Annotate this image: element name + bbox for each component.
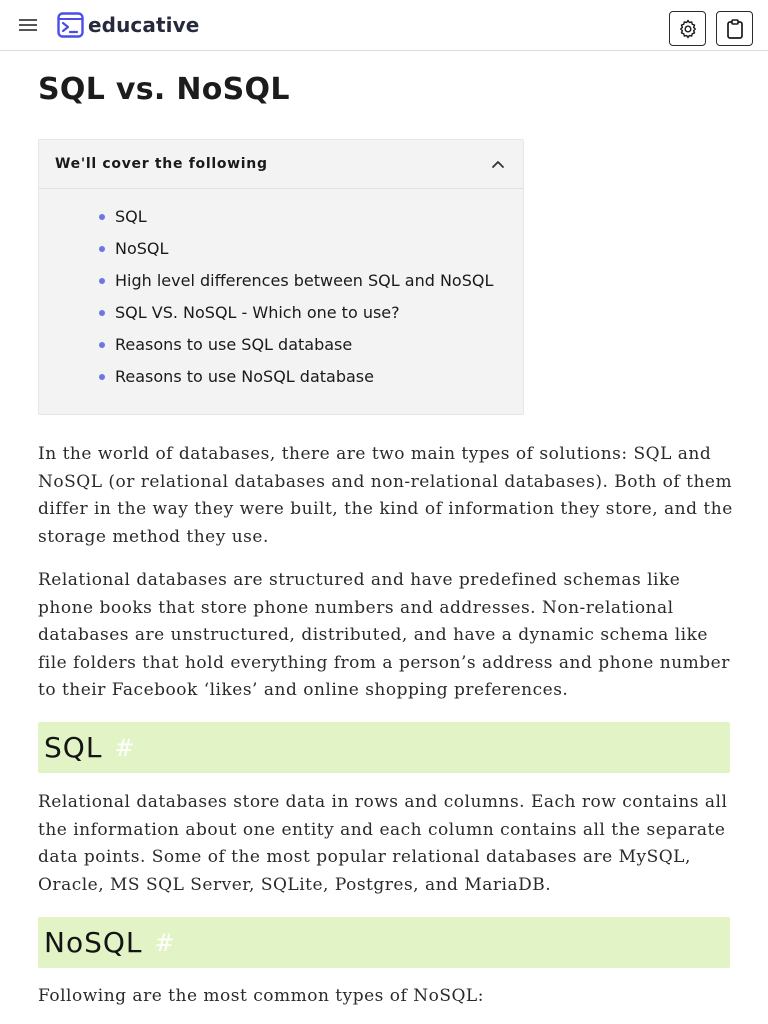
terminal-logo-icon [57,12,84,38]
anchor-link[interactable]: # [154,928,175,957]
toc-toggle[interactable] [39,140,523,189]
toc-item[interactable]: SQL VS. NoSQL - Which one to use? [115,299,523,331]
section-title: SQL [44,731,103,764]
toc-heading: We'll cover the following [55,156,268,172]
section-paragraph: Following are the most common types of NoSQL: [38,986,484,1006]
gear-icon [678,19,698,39]
toc-item[interactable]: Reasons to use NoSQL database [115,363,523,395]
intro-paragraph: Relational databases are structured and have predefined schemas like phone books that store phone numbers and addresses. Non-relational databases are unstructured, distributed, and have a dynamic schema like file folders that hold everything from a person’s address and phone number to their Facebook ‘likes’ and online shopping preferences. [38,570,730,700]
anchor-link[interactable]: # [114,733,135,762]
educative-logo[interactable] [57,12,199,38]
section-title: NoSQL [44,926,143,959]
toc-item[interactable]: SQL [115,203,523,235]
section-paragraph: Relational databases store data in rows and columns. Each row contains all the information about one entity and each column contains all the separate data points. Some of the most popular relational databases are MySQL, Oracle, MS SQL Server, SQLite, Postgres, and MariaDB. [38,792,728,895]
clipboard-icon [726,19,744,39]
toc-list [39,189,523,395]
top-navigation-bar [0,0,768,51]
section-heading-sql [38,722,730,773]
hamburger-menu-icon[interactable] [17,16,39,36]
settings-button[interactable] [669,11,706,46]
clipboard-button[interactable] [716,11,753,46]
toc-item[interactable]: NoSQL [115,235,523,267]
intro-paragraph: In the world of databases, there are two main types of solutions: SQL and NoSQL (or relational databases and non-relational databases). Both of them differ in the way they were built, the kind of information they store, and the storage method they use. [38,444,733,547]
page-title: SQL vs. NoSQL [38,72,290,107]
brand-name: educative [88,13,200,37]
section-heading-nosql [38,917,730,968]
table-of-contents [38,139,524,415]
toc-item[interactable]: Reasons to use SQL database [115,331,523,363]
toc-item[interactable]: High level differences between SQL and NoSQL [115,267,523,299]
chevron-up-icon [491,158,505,170]
